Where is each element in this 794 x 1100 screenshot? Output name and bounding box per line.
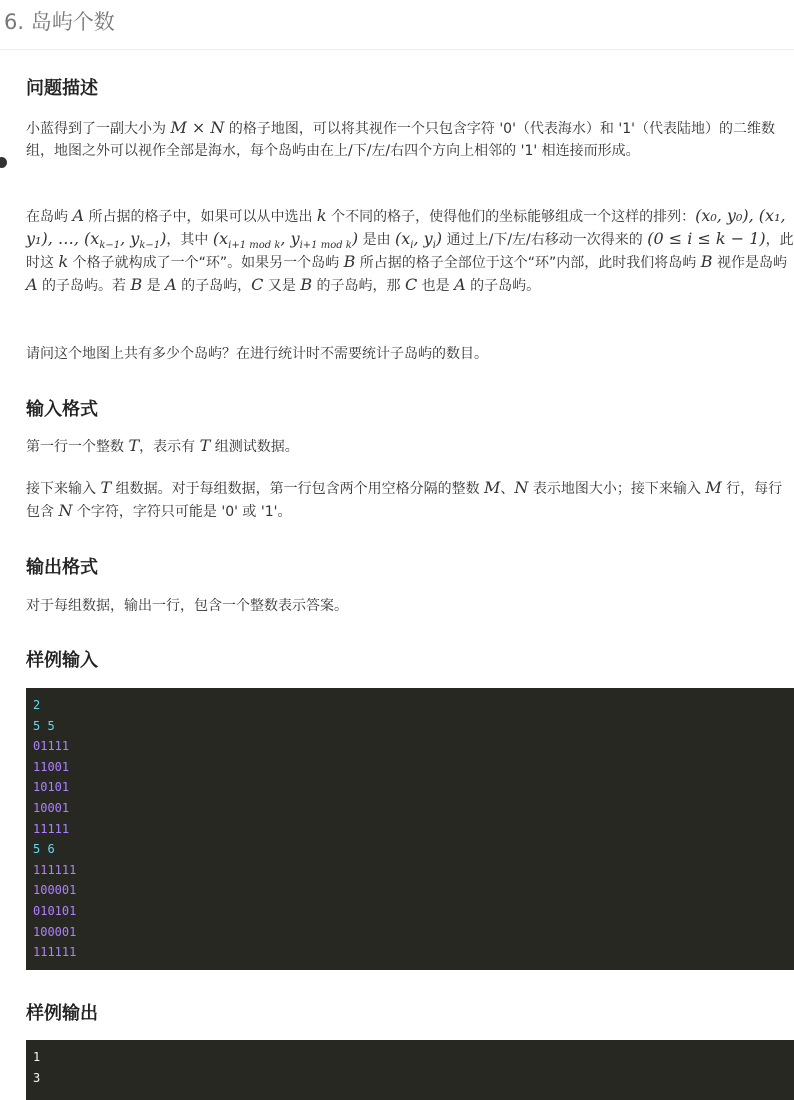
input-paragraph-2: 接下来输入 T 组数据。对于每组数据，第一行包含两个用空格分隔的整数 M、N 表示地图大小；接下来输入 M 行，每行包含 N 个字符，字符只可能是 '0' 或 '1'。	[26, 478, 783, 520]
sample-input-line: 100001	[33, 883, 77, 898]
heading-output: 输出格式	[26, 557, 98, 578]
sample-input-line: 01111	[33, 739, 70, 754]
sample-input-line: 100001	[33, 924, 77, 939]
heading-problem: 问题描述	[26, 78, 98, 99]
sample-input-code-block[interactable]	[26, 688, 794, 970]
input-paragraph-1: 第一行一个整数 T，表示有 T 组测试数据。	[26, 436, 299, 455]
side-marker-icon[interactable]	[0, 157, 7, 168]
sample-input-line: 5 6	[33, 842, 55, 857]
sample-input-line: 2	[33, 698, 41, 712]
problem-paragraph-2: 在岛屿 A 所占据的格子中，如果可以从中选出 k 个不同的格子，使得他们的坐标能够组成一个这样的排列：(x₀, y₀), (x₁, y₁), …, ($x_{k-1}$, $y_{k-1}$)，其中 ($x_{i+1 mod k}$, $y_{i+1 mod k}$) 是由 ($x_i$, $y_i$) 通过上/下/左/右移动一次得来的 (0 ≤ i ≤ k − 1)，此时这 k 个格子就构成了一个“环”。如果另一个岛屿 B 所占据的格子全部位于这个“环”内部，此时我们将岛屿 B 视作是岛屿 A 的子岛屿。若 B 是 A 的子岛屿，C 又是 B 的子岛屿，那 C 也是 A 的子岛屿。	[26, 206, 794, 294]
sample-input-line: 111111	[33, 945, 77, 960]
sample-output-line: 3	[33, 1070, 41, 1085]
sample-input-line: 11111	[33, 821, 70, 836]
output-paragraph-1: 对于每组数据，输出一行，包含一个整数表示答案。	[26, 598, 348, 614]
page-title: 6. 岛屿个数	[4, 10, 115, 34]
sample-output-line: 1	[33, 1050, 41, 1064]
sample-input-line: 111111	[33, 862, 77, 877]
heading-input: 输入格式	[26, 399, 98, 420]
sample-input-line: 11001	[33, 759, 70, 774]
sample-input-line: 10101	[33, 780, 70, 795]
title-bar	[0, 0, 794, 50]
heading-sample-input: 样例输入	[26, 650, 98, 671]
sample-input-line: 5 5	[33, 718, 55, 733]
sample-output-code-block[interactable]	[26, 1040, 794, 1100]
heading-sample-output: 样例输出	[26, 1003, 98, 1024]
problem-paragraph-1: 小蓝得到了一副大小为 M × N 的格子地图，可以将其视作一个只包含字符 '0'（代表海水）和 '1'（代表陆地）的二维数组，地图之外可以视作全部是海水，每个岛屿由在上/下/左/右四个方向上相邻的 '1' 相连接而形成。	[26, 118, 775, 159]
sample-input-line: 010101	[33, 903, 77, 918]
sample-input-line: 10001	[33, 800, 70, 815]
problem-paragraph-3: 请问这个地图上共有多少个岛屿？在进行统计时不需要统计子岛屿的数目。	[26, 346, 488, 362]
